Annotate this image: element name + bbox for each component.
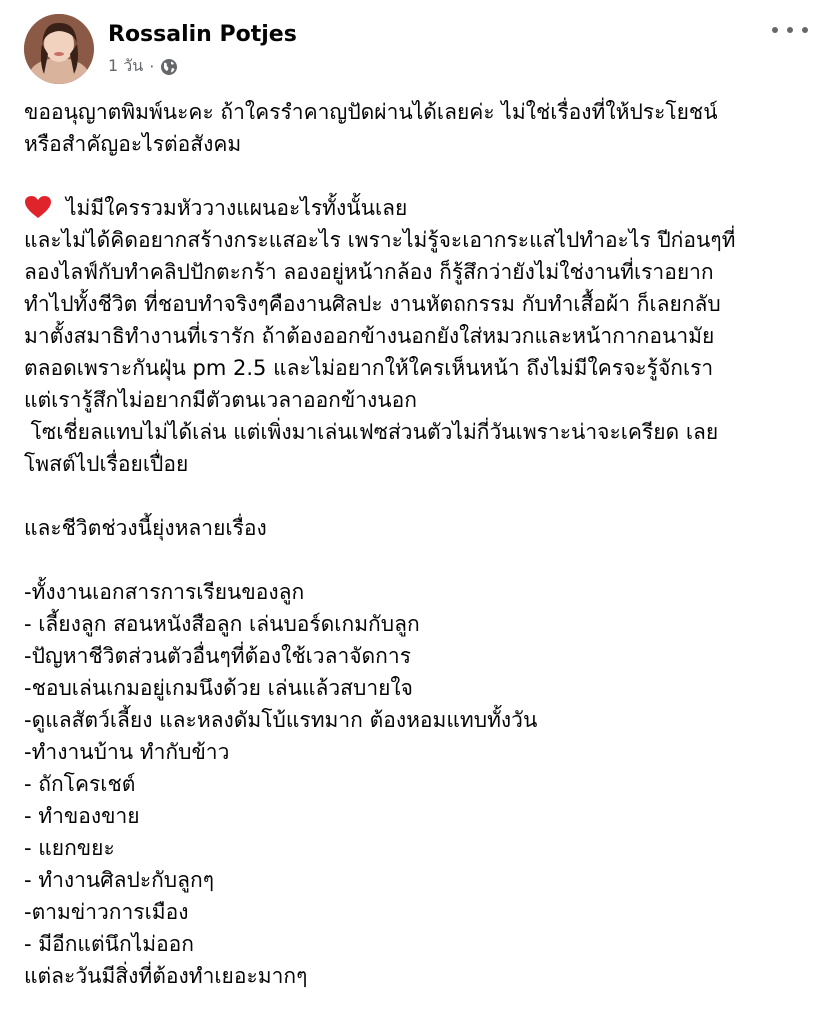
post-meta — [108, 54, 178, 79]
heart-line-text: ไม่มีใครรวมหัววางแผนอะไรทั้งนั้นเลย — [66, 196, 408, 220]
list-item: - ทำของขาย — [24, 804, 140, 828]
paragraph-line-4: มาตั้งสมาธิทำงานที่เรารัก ถ้าต้องออกข้างนอกยังใส่หมวกและหน้ากากอนามัย — [24, 324, 715, 348]
red-heart-icon — [24, 195, 52, 219]
list-item: -ชอบเล่นเกมอยู่เกมนึงด้วย เล่นแล้วสบายใจ — [24, 676, 413, 700]
intro-line-2: หรือสำคัญอะไรต่อสังคม — [24, 132, 242, 156]
post-text — [24, 96, 814, 992]
intro-line-1: ขออนุญาตพิมพ์นะคะ ถ้าใครรำคาญปัดผ่านได้เลยค่ะ ไม่ใช่เรื่องที่ให้ประโยชน์ — [24, 100, 718, 124]
more-horizontal-icon — [772, 27, 778, 33]
list-item: -ทั้งงานเอกสารการเรียนของลูก — [24, 580, 305, 604]
heart-line — [24, 192, 814, 224]
list-item: - เลี้ยงลูก สอนหนังสือลูก เล่นบอร์ดเกมกับลูก — [24, 612, 420, 636]
avatar-photo — [24, 14, 94, 84]
author-name[interactable]: Rossalin Potjes — [108, 22, 297, 47]
list-item: -ตามข่าวการเมือง — [24, 900, 189, 924]
avatar[interactable] — [24, 14, 94, 84]
globe-icon[interactable] — [160, 58, 178, 76]
life-heading: และชีวิตช่วงนี้ยุ่งหลายเรื่อง — [24, 516, 267, 540]
paragraph-line-1: และไม่ได้คิดอยากสร้างกระแสอะไร เพราะไม่รู้จะเอากระแสไปทำอะไร ปีก่อนๆที่ — [24, 228, 736, 252]
list-item: - ถักโครเชต์ — [24, 772, 136, 796]
paragraph-line-2: ลองไลฟ์กับทำคลิปปักตะกร้า ลองอยู่หน้ากล้อง ก็รู้สึกว่ายังไม่ใช่งานที่เราอยาก — [24, 260, 714, 284]
more-options-button[interactable] — [772, 18, 808, 42]
paragraph-line-8: โพสต์ไปเรื่อยเปื่อย — [24, 452, 189, 476]
paragraph-line-3: ทำไปทั้งชีวิต ที่ชอบทำจริงๆคืองานศิลปะ งานหัตถกรรม กับทำเสื้อผ้า ก็เลยกลับ — [24, 292, 721, 316]
list-item: -ดูแลสัตว์เลี้ยง และหลงดัมโบ้แรทมาก ต้องหอมแทบทั้งวัน — [24, 708, 538, 732]
list-item: - แยกขยะ — [24, 836, 115, 860]
post-timestamp[interactable]: 1 วัน — [108, 56, 144, 75]
paragraph-line-7: โซเชี่ยลแทบไม่ได้เล่น แต่เพิ่งมาเล่นเฟซส่วนตัวไม่กี่วันเพราะน่าจะเครียด เลย — [24, 420, 719, 444]
meta-separator: · — [149, 57, 155, 76]
list-item: -ทำงานบ้าน ทำกับข้าว — [24, 740, 230, 764]
closing-line: แต่ละวันมีสิ่งที่ต้องทำเยอะมากๆ — [24, 964, 308, 988]
list-item: -ปัญหาชีวิตส่วนตัวอื่นๆที่ต้องใช้เวลาจัดการ — [24, 644, 411, 668]
paragraph-line-5: ตลอดเพราะกันฝุ่น pm 2.5 และไม่อยากให้ใครเห็นหน้า ถึงไม่มีใครจะรู้จักเรา — [24, 356, 714, 380]
list-item: - มีอีกแต่นึกไม่ออก — [24, 932, 195, 956]
list-item: - ทำงานศิลปะกับลูกๆ — [24, 868, 215, 892]
post-header — [0, 0, 834, 90]
paragraph-line-6: แต่เรารู้สึกไม่อยากมีตัวตนเวลาออกข้างนอก — [24, 388, 417, 412]
